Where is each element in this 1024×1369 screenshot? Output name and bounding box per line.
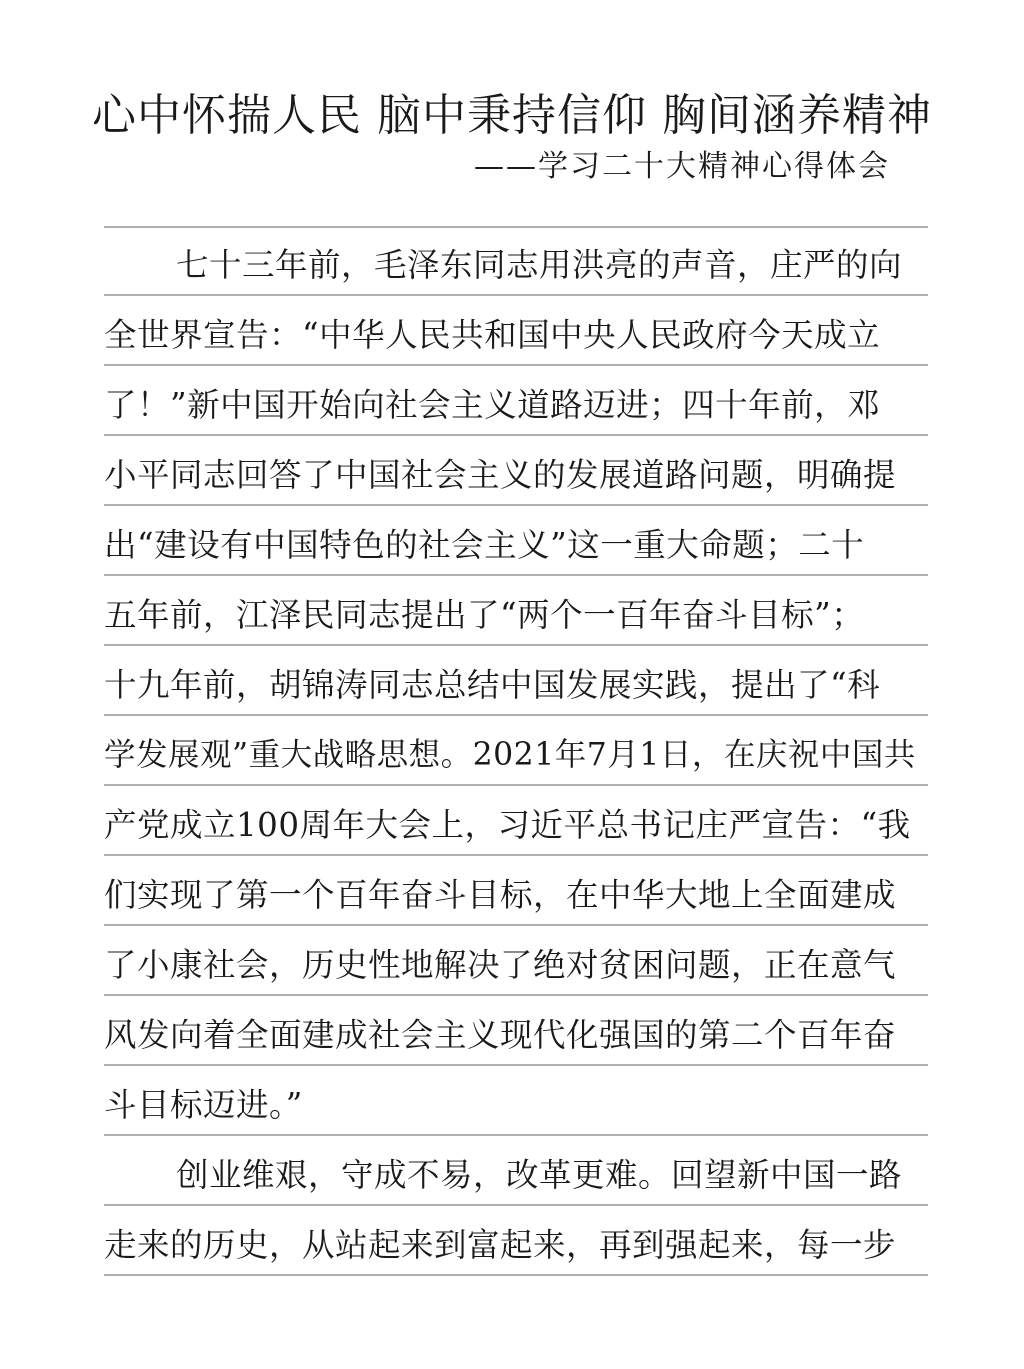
line-text: 十九年前，胡锦涛同志总结中国发展实践，提出了“科 (104, 666, 881, 704)
line-text: 了小康社会，历史性地解决了绝对贫困问题，正在意气 (104, 946, 897, 984)
text-line (104, 436, 928, 506)
text-line (104, 716, 928, 786)
line-text: 创业维艰，守成不易，改革更难。回望新中国一路 (176, 1156, 903, 1194)
document-subtitle: ——学习二十大精神心得体会 (474, 149, 890, 184)
line-text: 们实现了第一个百年奋斗目标，在中华大地上全面建成 (104, 876, 897, 914)
line-text: 斗目标迈进。” (104, 1086, 303, 1124)
text-line (104, 996, 928, 1066)
line-text: 风发向着全面建成社会主义现代化强国的第二个百年奋 (104, 1016, 897, 1054)
text-line (104, 1066, 928, 1136)
line-text: 学发展观”重大战略思想。2021年7月1日，在庆祝中国共 (104, 737, 916, 773)
line-text: 五年前，江泽民同志提出了“两个一百年奋斗目标”； (104, 596, 865, 634)
text-line (104, 366, 928, 436)
text-line (104, 786, 928, 856)
text-line (104, 926, 928, 996)
text-line (104, 856, 928, 926)
line-text: 小平同志回答了中国社会主义的发展道路问题，明确提 (104, 456, 897, 494)
text-line (104, 1136, 928, 1206)
document-title: 心中怀揣人民 脑中秉持信仰 胸间涵养精神 (92, 90, 932, 141)
text-line (104, 646, 928, 716)
text-line (104, 506, 928, 576)
line-text: 走来的历史，从站起来到富起来，再到强起来，每一步 (104, 1226, 897, 1264)
line-text: 七十三年前，毛泽东同志用洪亮的声音，庄严的向 (176, 246, 903, 284)
text-line (104, 226, 928, 296)
line-text: 全世界宣告：“中华人民共和国中央人民政府今天成立 (104, 316, 881, 354)
line-text: 出“建设有中国特色的社会主义”这一重大命题；二十 (104, 526, 865, 564)
text-line (104, 296, 928, 366)
text-line (104, 1206, 928, 1276)
line-text: 了！”新中国开始向社会主义道路迈进；四十年前，邓 (104, 386, 881, 424)
text-line (104, 576, 928, 646)
line-text: 产党成立100周年大会上，习近平总书记庄严宣告：“我 (104, 806, 911, 844)
ruled-paper (104, 226, 928, 1276)
